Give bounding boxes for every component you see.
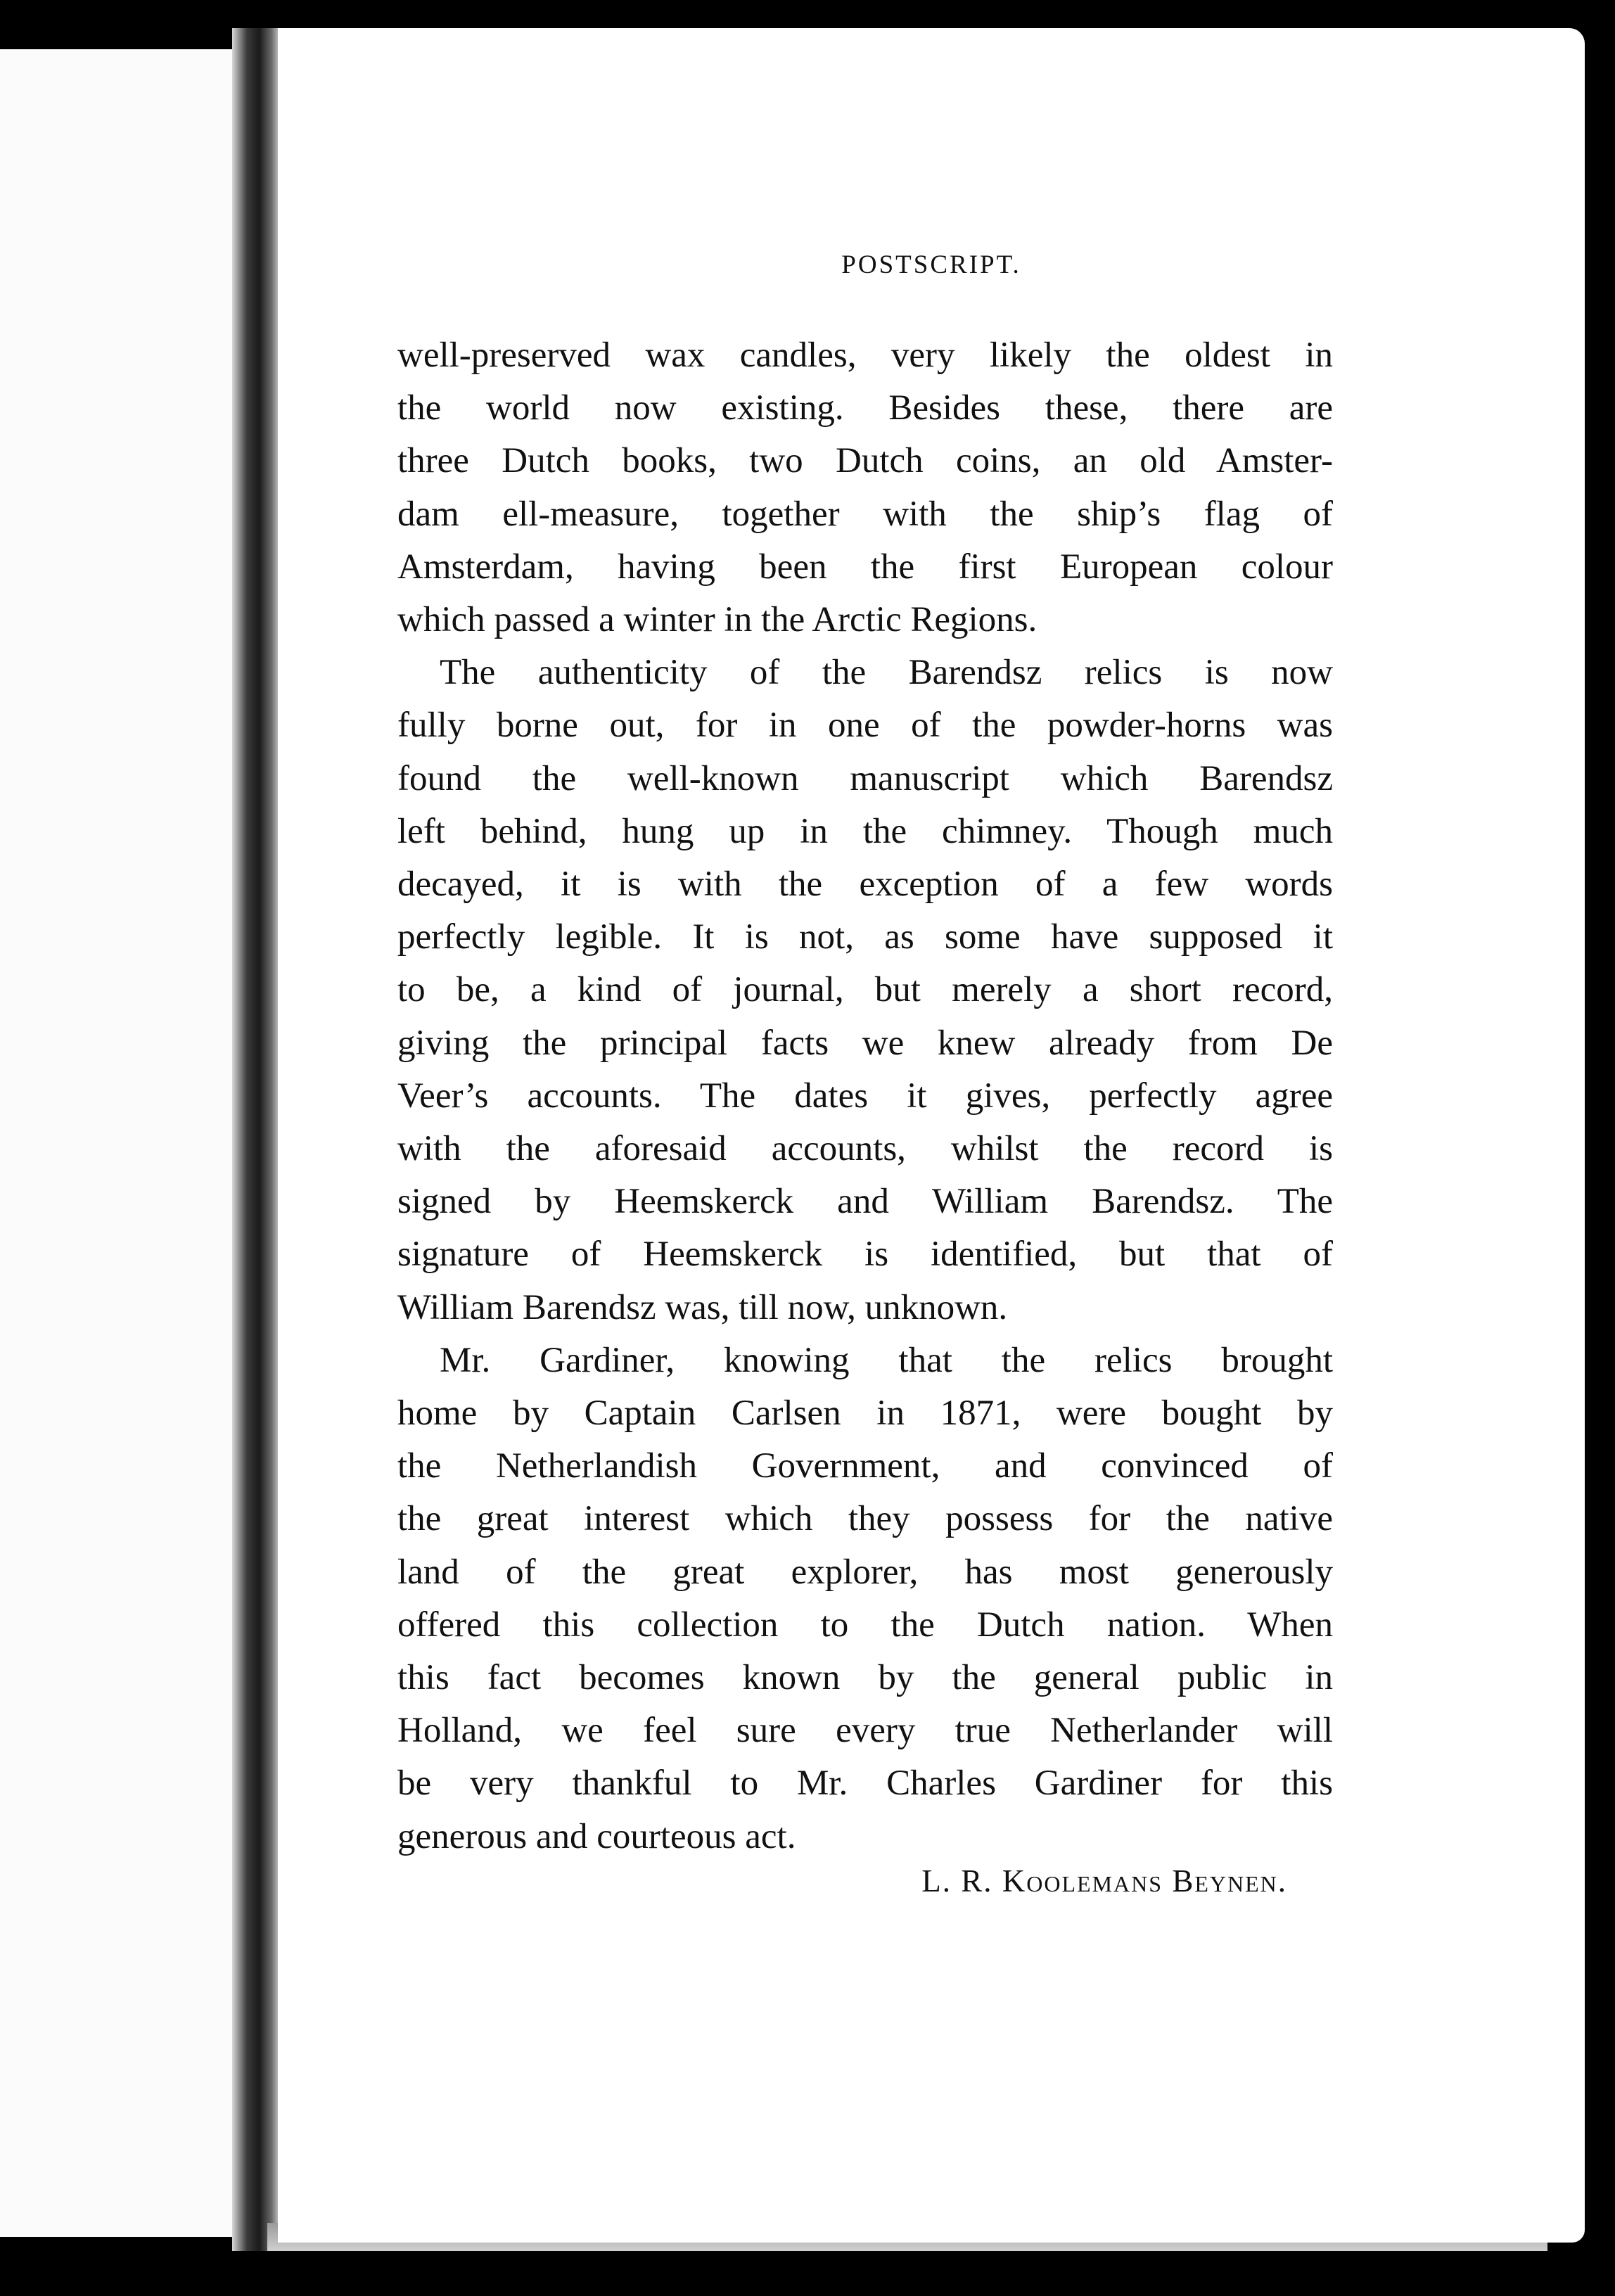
author-signature: L. R. Koolemans Beynen.: [921, 1863, 1287, 1899]
text-line: dam ell-measure, together with the ship’s flag of: [397, 494, 1333, 534]
text-line: well-preserved wax candles, very likely the oldest in: [397, 336, 1333, 375]
text-line: William Barendsz was, till now, unknown.: [397, 1287, 1008, 1327]
text-line: with the aforesaid accounts, whilst the record is: [397, 1129, 1333, 1169]
paragraph-3: [397, 1334, 1333, 1863]
text-line: be very thankful to Mr. Charles Gardiner for this: [397, 1764, 1333, 1804]
text-line: left behind, hung up in the chimney. Though much: [397, 811, 1333, 851]
text-line: signed by Heemskerck and William Barendsz. The: [397, 1182, 1333, 1222]
text-line: to be, a kind of journal, but merely a short record,: [397, 970, 1333, 1010]
paragraphs: [397, 329, 1333, 1863]
text-line: offered this collection to the Dutch nation. When: [397, 1605, 1333, 1645]
text-line: home by Captain Carlsen in 1871, were bought by: [397, 1393, 1333, 1434]
text-line: perfectly legible. It is not, as some have supposed it: [397, 917, 1333, 957]
text-line: signature of Heemskerck is identified, but that of: [397, 1235, 1333, 1275]
paragraph-2: [397, 646, 1333, 1334]
text-line: this fact becomes known by the general public in: [397, 1658, 1333, 1698]
text-line: The authenticity of the Barendsz relics is now: [440, 653, 1333, 693]
text-line: Holland, we feel sure every true Netherlander will: [397, 1711, 1333, 1751]
paragraph-1: [397, 329, 1333, 646]
body-text: [397, 329, 1333, 1863]
running-head: POSTSCRIPT.: [841, 250, 1021, 279]
book-binding-gutter: [232, 28, 281, 2251]
text-line: Mr. Gardiner, knowing that the relics brought: [440, 1340, 1333, 1380]
text-line: generous and courteous act.: [397, 1816, 796, 1856]
text-line: Amsterdam, having been the first European colour: [397, 547, 1333, 587]
text-line: Veer’s accounts. The dates it gives, perfectly agree: [397, 1076, 1333, 1116]
text-line: the world now existing. Besides these, there are: [397, 388, 1333, 428]
text-line: fully borne out, for in one of the powder-horns was: [397, 706, 1333, 746]
left-page-edge: [0, 49, 232, 2237]
text-line: the great interest which they possess for the native: [397, 1499, 1333, 1539]
text-line: giving the principal facts we knew already from De: [397, 1023, 1333, 1063]
text-line: which passed a winter in the Arctic Regions.: [397, 600, 1038, 640]
text-line: the Netherlandish Government, and convinced of: [397, 1446, 1333, 1486]
text-line: three Dutch books, two Dutch coins, an old Amster-: [397, 441, 1333, 481]
text-line: decayed, it is with the exception of a few words: [397, 865, 1333, 905]
text-line: found the well-known manuscript which Barendsz: [397, 758, 1333, 798]
text-line: land of the great explorer, has most generously: [397, 1552, 1333, 1592]
